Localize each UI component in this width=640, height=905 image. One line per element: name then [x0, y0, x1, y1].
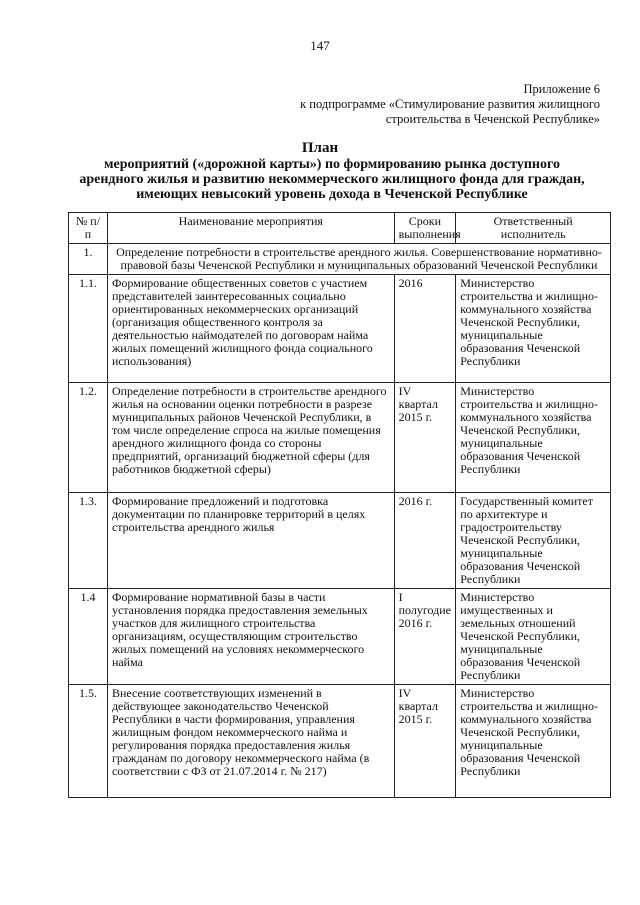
annex-title: Приложение 6 [523, 82, 600, 96]
table-row [69, 493, 611, 589]
row-executor: Министерство строительства и жилищно-коммунального хозяйства Чеченской Республики, муниципальные образования Чеченской Республики [456, 275, 611, 383]
section-row [69, 244, 611, 275]
row-executor: Министерство строительства и жилищно-коммунального хозяйства Чеченской Республики, муниципальные образования Чеченской Республики [456, 685, 611, 798]
row-term: I полугодие 2016 г. [394, 589, 456, 685]
row-name: Формирование общественных советов с участием представителей заинтересованных социально ориентированных некоммерческих организаций (организация общественного контроля за деятельностью наймодателей по договорам найма жилых помещений жилищного фонда социального использования) [107, 275, 394, 383]
header-executor: Ответственный исполнитель [456, 213, 611, 244]
section-title: Определение потребности в строительстве арендного жилья. Совершенствование нормативно-правовой базы Чеченской Республики и муниципальных образований Чеченской Республики [107, 244, 610, 275]
row-num: 1.4 [69, 589, 108, 685]
measures-table [68, 212, 611, 798]
plan-title: План [301, 140, 339, 156]
header-num: № п/п [69, 213, 108, 244]
table-row [69, 383, 611, 493]
row-num: 1.2. [69, 383, 108, 493]
row-name: Внесение соответствующих изменений в действующее законодательство Чеченской Республики в части формирования, управления жилищным фондом некоммерческого найма и регулирования порядка предоставления жилья гражданам по договору некоммерческого найма (в соответствии с ФЗ от 21.07.2014 г. № 217) [107, 685, 394, 798]
row-term: IV квартал 2015 г. [394, 383, 456, 493]
header-term: Сроки выполнения [394, 213, 456, 244]
header-name: Наименование мероприятия [107, 213, 394, 244]
row-executor: Государственный комитет по архитектуре и градостроительству Чеченской Республики, муниципальные образования Чеченской Республики [456, 493, 611, 589]
annex-subtitle: к подпрограмме «Стимулирование развития жилищного строительства в Чеченской Республике» [300, 97, 600, 126]
row-name: Формирование предложений и подготовка документации по планировке территорий в целях строительства арендного жилья [107, 493, 394, 589]
row-num: 1.3. [69, 493, 108, 589]
table-row [69, 275, 611, 383]
row-term: 2016 [394, 275, 456, 383]
plan-subtitle: мероприятий («дорожной карты») по формированию рынка доступного арендного жилья и развитию некоммерческого жилищного фонда для граждан, имеющих невысокий уровень дохода в Чеченской Республике [79, 157, 585, 202]
row-num: 1.5. [69, 685, 108, 798]
row-term: 2016 г. [394, 493, 456, 589]
row-executor: Министерство имущественных и земельных отношений Чеченской Республики, муниципальные образования Чеченской Республики [456, 589, 611, 685]
table-header-row [69, 213, 611, 244]
page-number: 147 [310, 38, 330, 53]
row-num: 1.1. [69, 275, 108, 383]
table-row [69, 685, 611, 798]
section-num: 1. [69, 244, 108, 275]
row-executor: Министерство строительства и жилищно-коммунального хозяйства Чеченской Республики, муниципальные образования Чеченской Республики [456, 383, 611, 493]
row-name: Формирование нормативной базы в части установления порядка предоставления земельных участков для жилищного строительства организациям, осуществляющим строительство жилых помещений на условиях некоммерческого найма [107, 589, 394, 685]
row-name: Определение потребности в строительстве арендного жилья на основании оценки потребности в разрезе муниципальных районов Чеченской Республики, в том числе определение спроса на жилые помещения арендного жилищного фонда со стороны предприятий, организаций бюджетной сферы (для работников бюджетной сферы) [107, 383, 394, 493]
row-term: IV квартал 2015 г. [394, 685, 456, 798]
table-row [69, 589, 611, 685]
